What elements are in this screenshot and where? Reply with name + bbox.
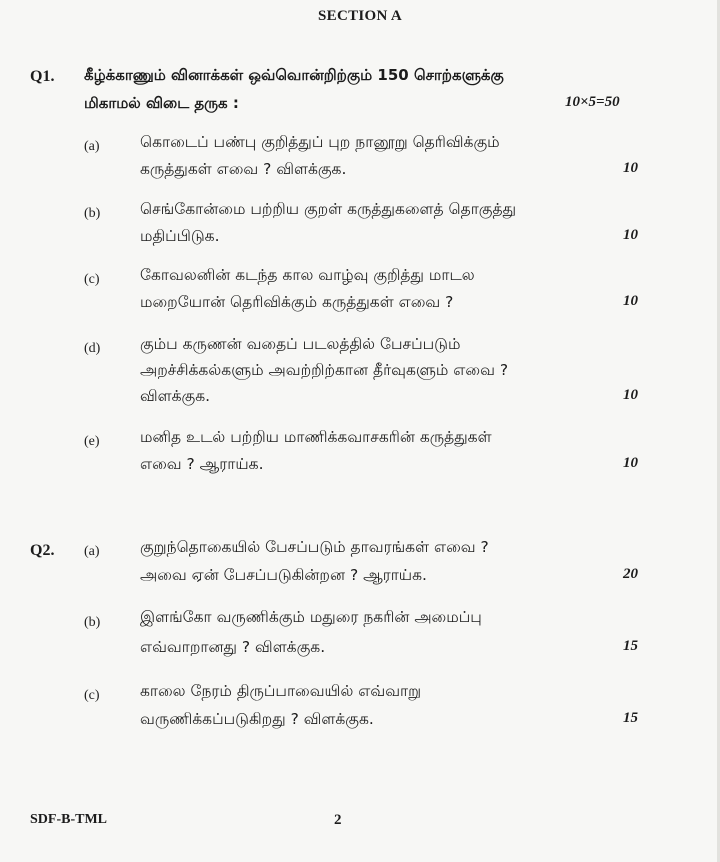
paper-code: SDF-B-TML <box>30 812 107 827</box>
q2b-label: (b) <box>84 615 101 630</box>
q1-instruction-line2: மிகாமல் விடை தருக : <box>84 94 239 112</box>
q1d-line1: கும்ப கருணன் வதைப் படலத்தில் பேசப்படும் <box>140 335 461 353</box>
page-number: 2 <box>334 812 342 828</box>
section-title: SECTION A <box>318 8 402 24</box>
q1b-marks: 10 <box>623 227 638 243</box>
q1b-label: (b) <box>84 206 101 221</box>
q1c-line1: கோவலனின் கடந்த கால வாழ்வு குறித்து மாடல <box>140 266 475 284</box>
q1b-line2: மதிப்பிடுக. <box>140 227 220 245</box>
q1a-label: (a) <box>84 139 100 154</box>
q2c-label: (c) <box>84 688 100 703</box>
q1e-marks: 10 <box>623 455 638 471</box>
q2a-marks: 20 <box>623 566 638 582</box>
q2b-line1: இளங்கோ வருணிக்கும் மதுரை நகரின் அமைப்பு <box>140 608 482 626</box>
q1e-label: (e) <box>84 434 100 449</box>
q1d-line3: விளக்குக. <box>140 387 211 405</box>
q1c-label: (c) <box>84 272 100 287</box>
q1e-line2: எவை ? ஆராய்க. <box>140 455 264 473</box>
q2-number: Q2. <box>30 542 55 559</box>
q1a-line2: கருத்துகள் எவை ? விளக்குக. <box>140 160 347 178</box>
q2a-label: (a) <box>84 544 100 559</box>
q1-total-marks: 10×5=50 <box>565 94 620 110</box>
q2c-line1: காலை நேரம் திருப்பாவையில் எவ்வாறு <box>140 682 422 700</box>
q2a-line2: அவை ஏன் பேசப்படுகின்றன ? ஆராய்க. <box>140 566 427 584</box>
q2b-line2: எவ்வாறானது ? விளக்குக. <box>140 638 326 656</box>
q2c-line2: வருணிக்கப்படுகிறது ? விளக்குக. <box>140 710 374 728</box>
q1d-line2: அறச்சிக்கல்களும் அவற்றிற்கான தீர்வுகளும் எவை ? <box>140 361 509 379</box>
q2c-marks: 15 <box>623 710 638 726</box>
q1b-line1: செங்கோன்மை பற்றிய குறள் கருத்துகளைத் தொகுத்து <box>140 200 517 218</box>
q1c-marks: 10 <box>623 293 638 309</box>
q1c-line2: மறையோன் தெரிவிக்கும் கருத்துகள் எவை ? <box>140 293 454 311</box>
q1-instruction-line1: கீழ்க்காணும் வினாக்கள் ஒவ்வொன்றிற்கும் 150 சொற்களுக்கு <box>84 66 504 84</box>
q1d-label: (d) <box>84 341 101 356</box>
q1-number: Q1. <box>30 68 55 85</box>
q1a-line1: கொடைப் பண்பு குறித்துப் புற நானூறு தெரிவிக்கும் <box>140 133 500 151</box>
q1d-marks: 10 <box>623 387 638 403</box>
q1e-line1: மனித உடல் பற்றிய மாணிக்கவாசகரின் கருத்துகள் <box>140 428 492 446</box>
q1a-marks: 10 <box>623 160 638 176</box>
q2b-marks: 15 <box>623 638 638 654</box>
q2a-line1: குறுந்தொகையில் பேசப்படும் தாவரங்கள் எவை ? <box>140 538 489 556</box>
